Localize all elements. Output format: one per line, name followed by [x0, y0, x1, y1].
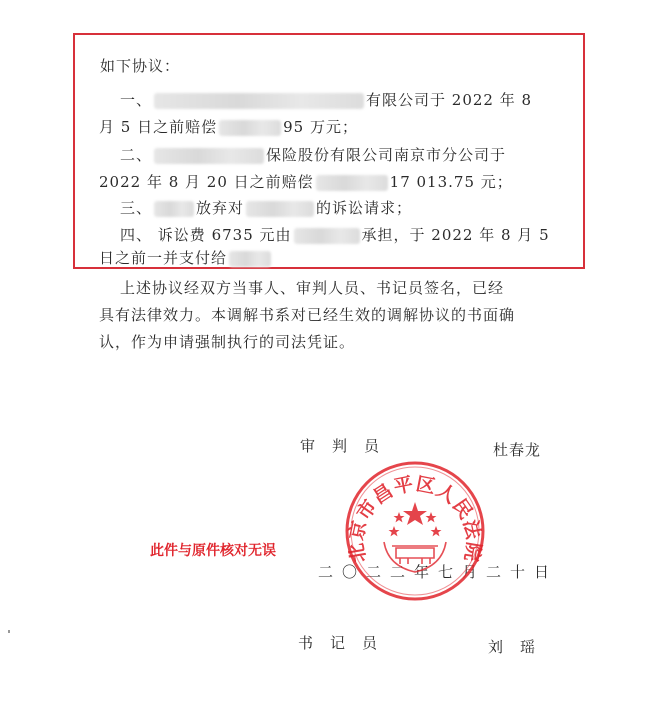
item-2-text-b: 17 013.75 元；: [389, 173, 513, 191]
item-4-line-2: [99, 248, 273, 268]
item-1-text-b: 95 万元；: [283, 118, 358, 136]
redacted-block: [294, 228, 360, 244]
item-3-line-1: [120, 198, 412, 218]
margin-mark: [8, 630, 10, 633]
seal-text: 北京市昌平区人民法院: [345, 472, 485, 564]
redacted-block: [229, 251, 271, 267]
item-2-prefix: 二、: [120, 146, 153, 164]
redacted-block: [316, 175, 388, 191]
item-3-suffix: 的诉讼请求；: [316, 199, 413, 217]
emblem-stars-icon: [389, 502, 442, 536]
item-4-mid: 诉讼费 6735 元由: [157, 226, 292, 244]
redacted-block: [154, 201, 194, 217]
clerk-name: 刘 瑶: [488, 638, 537, 656]
closing-line-1: 上述协议经双方当事人、审判人员、书记员签名，已经: [120, 279, 505, 297]
court-seal: [344, 460, 486, 602]
redacted-block: [246, 201, 314, 217]
item-4-suffix: 承担，于 2022 年 8 月 5: [361, 226, 550, 244]
item-2-line-1: [120, 145, 506, 165]
item-4-text-a: 日之前一并支付给: [99, 249, 228, 267]
redacted-block: [219, 120, 281, 136]
item-1-text-a: 月 5 日之前赔偿: [99, 118, 218, 136]
item-2-suffix: 保险股份有限公司南京市分公司于: [266, 146, 507, 164]
item-4-prefix: 四、: [120, 226, 153, 244]
clerk-role: 书 记 员: [298, 634, 379, 652]
agreement-intro: 如下协议：: [100, 57, 181, 75]
item-1-line-2: [99, 117, 358, 137]
item-1-prefix: 一、: [120, 91, 153, 109]
item-3-prefix: 三、: [120, 199, 153, 217]
item-2-line-2: [99, 172, 513, 192]
redacted-block: [154, 93, 364, 109]
item-1-line-1: [120, 90, 532, 110]
item-1-suffix: 有限公司于 2022 年 8: [366, 91, 533, 109]
item-3-mid: 放弃对: [196, 199, 245, 217]
item-4-line-1: [120, 225, 550, 245]
closing-line-2: 具有法律效力。本调解书系对已经生效的调解协议的书面确: [99, 306, 516, 324]
closing-line-3: 认，作为申请强制执行的司法凭证。: [99, 333, 356, 351]
redacted-block: [154, 148, 264, 164]
emblem-gate-icon: [384, 542, 446, 572]
verification-stamp: 此件与原件核对无误: [150, 543, 276, 559]
document-date: 二〇二二年七月二十日: [318, 563, 559, 581]
item-2-text-a: 2022 年 8 月 20 日之前赔偿: [99, 173, 314, 191]
judge-role: 审 判 员: [300, 437, 381, 455]
judge-name: 杜春龙: [493, 441, 542, 459]
